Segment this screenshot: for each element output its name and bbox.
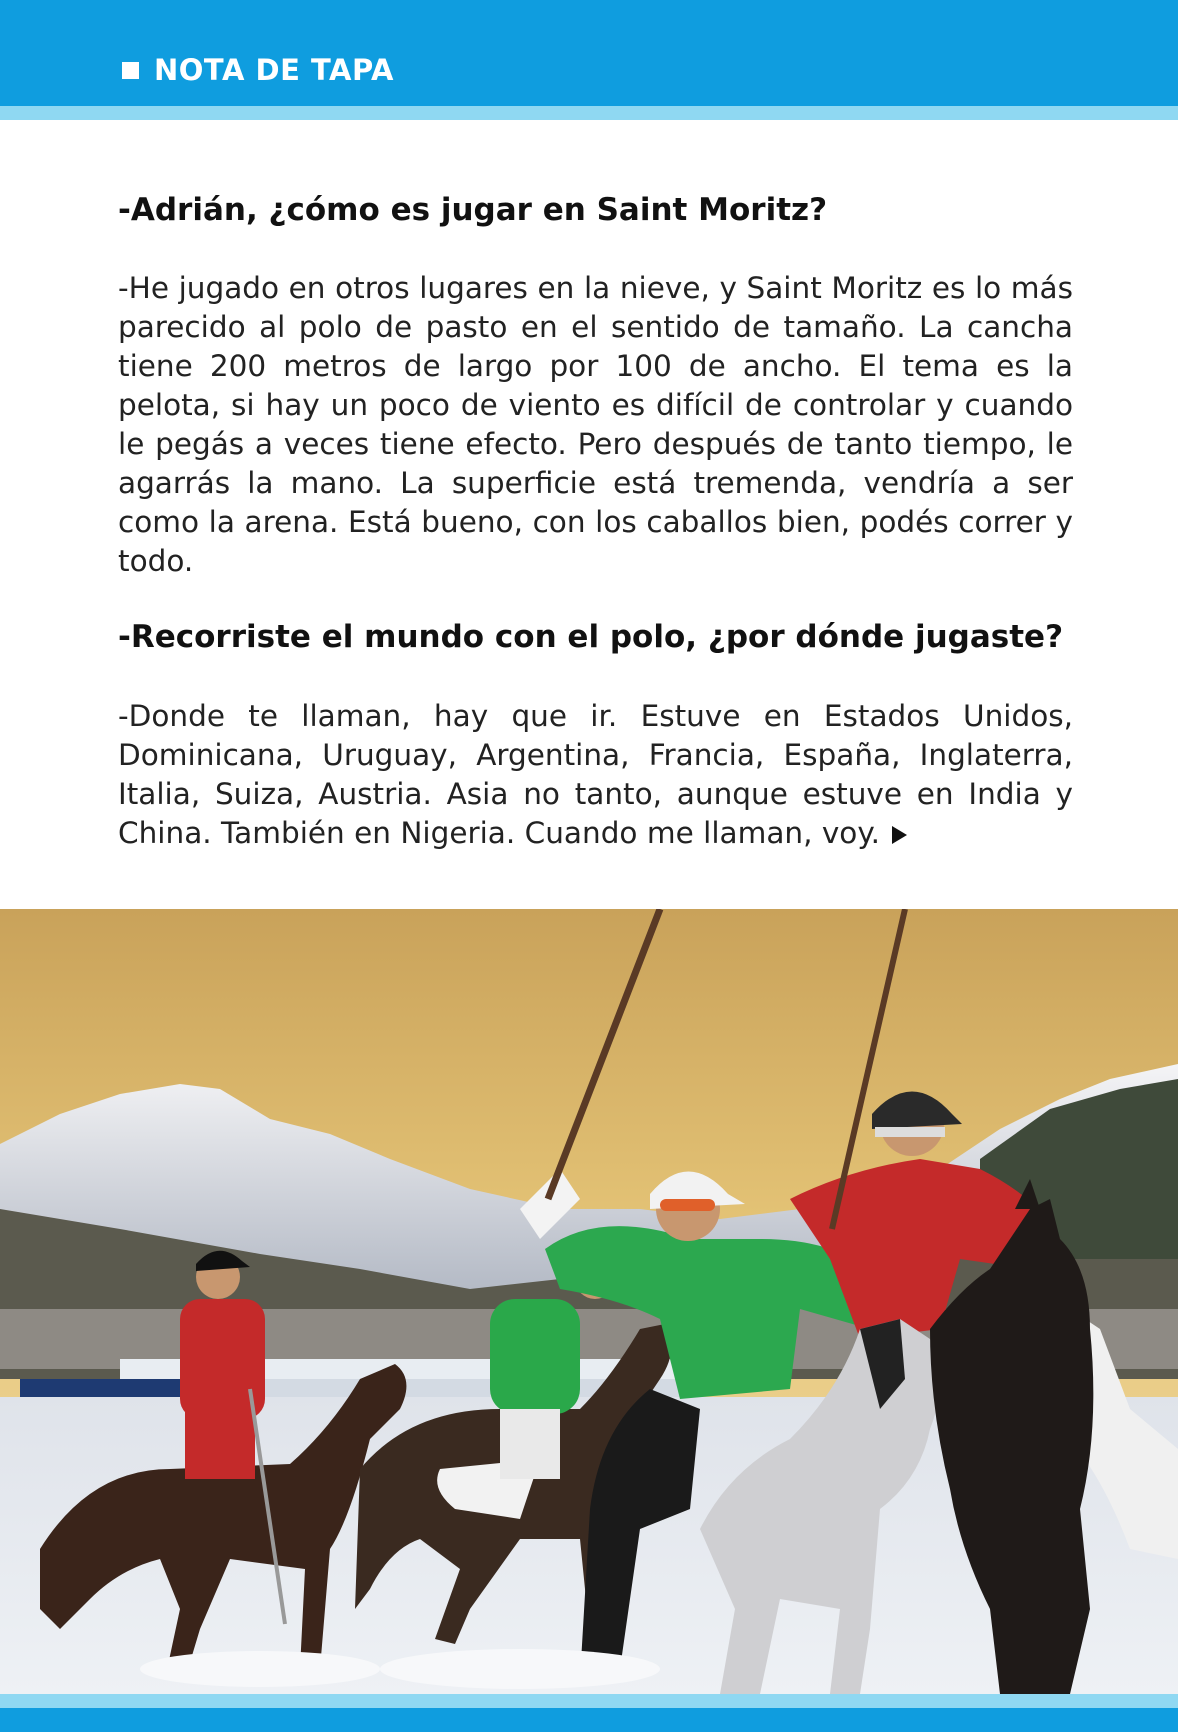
answer-2 — [118, 697, 1073, 853]
footer-stripe — [0, 1694, 1178, 1708]
header-stripe — [0, 106, 1178, 120]
section-label: NOTA DE TAPA — [154, 53, 394, 87]
play-arrow-icon — [892, 826, 907, 844]
question-2: -Recorriste el mundo con el polo, ¿por dónde jugaste? — [118, 619, 1064, 655]
answer-2-text: -Donde te llaman, hay que ir. Estuve en Estados Unidos, Dominicana, Uruguay, Argentina, Francia, España, Inglaterra, Italia, Suiza, Austria. Asia no tanto, aunque estuve en India y China. También en Nigeria. Cuando me llaman, voy. — [118, 699, 1073, 850]
footer-bar — [0, 1708, 1178, 1732]
answer-1: -He jugado en otros lugares en la nieve, y Saint Moritz es lo más parecido al polo de pasto en el sentido de tamaño. La cancha tiene 200 metros de largo por 100 de ancho. El tema es la pelota, si hay un poco de viento es difícil de controlar y cuando le pegás a veces tiene efecto. Pero después de tanto tiempo, le agarrás la mano. La superficie está tremenda, vendría a ser como la arena. Está bueno, con los caballos bien, podés correr y todo. — [118, 271, 1073, 578]
polo-photo — [0, 909, 1178, 1694]
question-1: -Adrián, ¿cómo es jugar en Saint Moritz? — [118, 192, 828, 228]
square-bullet-icon — [122, 62, 139, 79]
